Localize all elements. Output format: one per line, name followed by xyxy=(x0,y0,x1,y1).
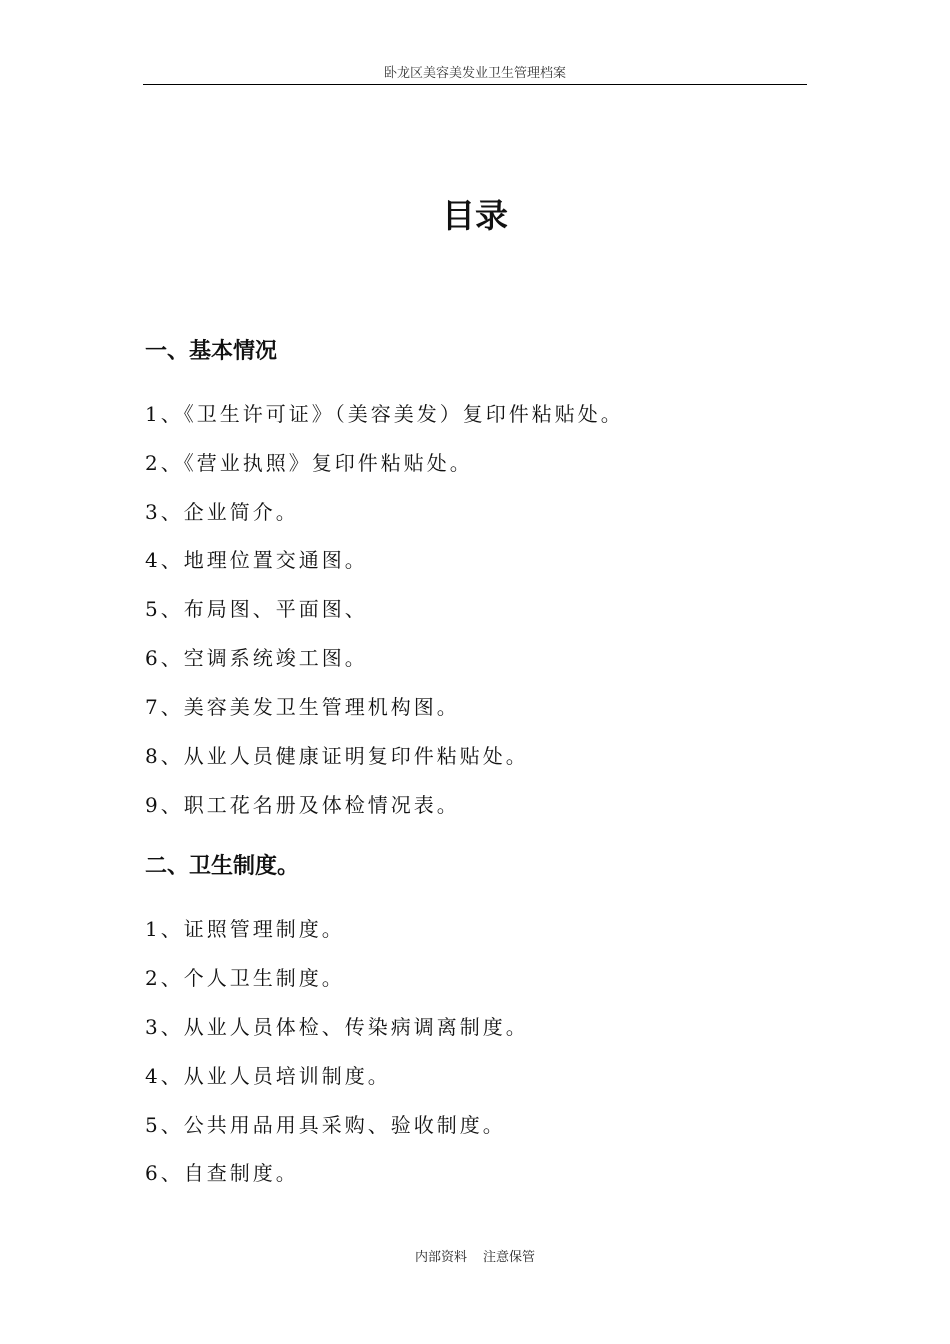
list-item: 9、职工花名册及体检情况表。 xyxy=(145,793,460,817)
page-footer xyxy=(0,1248,950,1268)
list-item: 1、证照管理制度。 xyxy=(145,917,345,941)
list-item: 2、《营业执照》复印件粘贴处。 xyxy=(145,451,473,475)
list-item: 2、个人卫生制度。 xyxy=(145,966,345,990)
list-item: 6、自查制度。 xyxy=(145,1161,299,1185)
list-item: 7、美容美发卫生管理机构图。 xyxy=(145,695,460,719)
section-heading-basic: 一、基本情况 xyxy=(145,339,278,364)
list-item: 6、空调系统竣工图。 xyxy=(145,646,368,670)
footer-left-text: 内部资料 xyxy=(414,1250,467,1265)
page-title: 目录 xyxy=(442,196,508,235)
list-item: 3、企业简介。 xyxy=(145,500,299,524)
section-heading-hygiene-rules: 二、卫生制度。 xyxy=(145,854,300,879)
list-item: 4、地理位置交通图。 xyxy=(145,548,368,572)
list-item: 1、《卫生许可证》（美容美发）复印件粘贴处。 xyxy=(145,402,624,426)
list-item: 5、公共用品用具采购、验收制度。 xyxy=(145,1113,506,1137)
page-header xyxy=(143,64,807,85)
list-item: 3、从业人员体检、传染病调离制度。 xyxy=(145,1015,529,1039)
list-item: 8、从业人员健康证明复印件粘贴处。 xyxy=(145,744,529,768)
footer-right-text: 注意保管 xyxy=(483,1250,536,1265)
header-text: 卧龙区美容美发业卫生管理档案 xyxy=(383,66,566,81)
list-item: 5、布局图、平面图、 xyxy=(145,597,368,621)
list-item: 4、从业人员培训制度。 xyxy=(145,1064,391,1088)
